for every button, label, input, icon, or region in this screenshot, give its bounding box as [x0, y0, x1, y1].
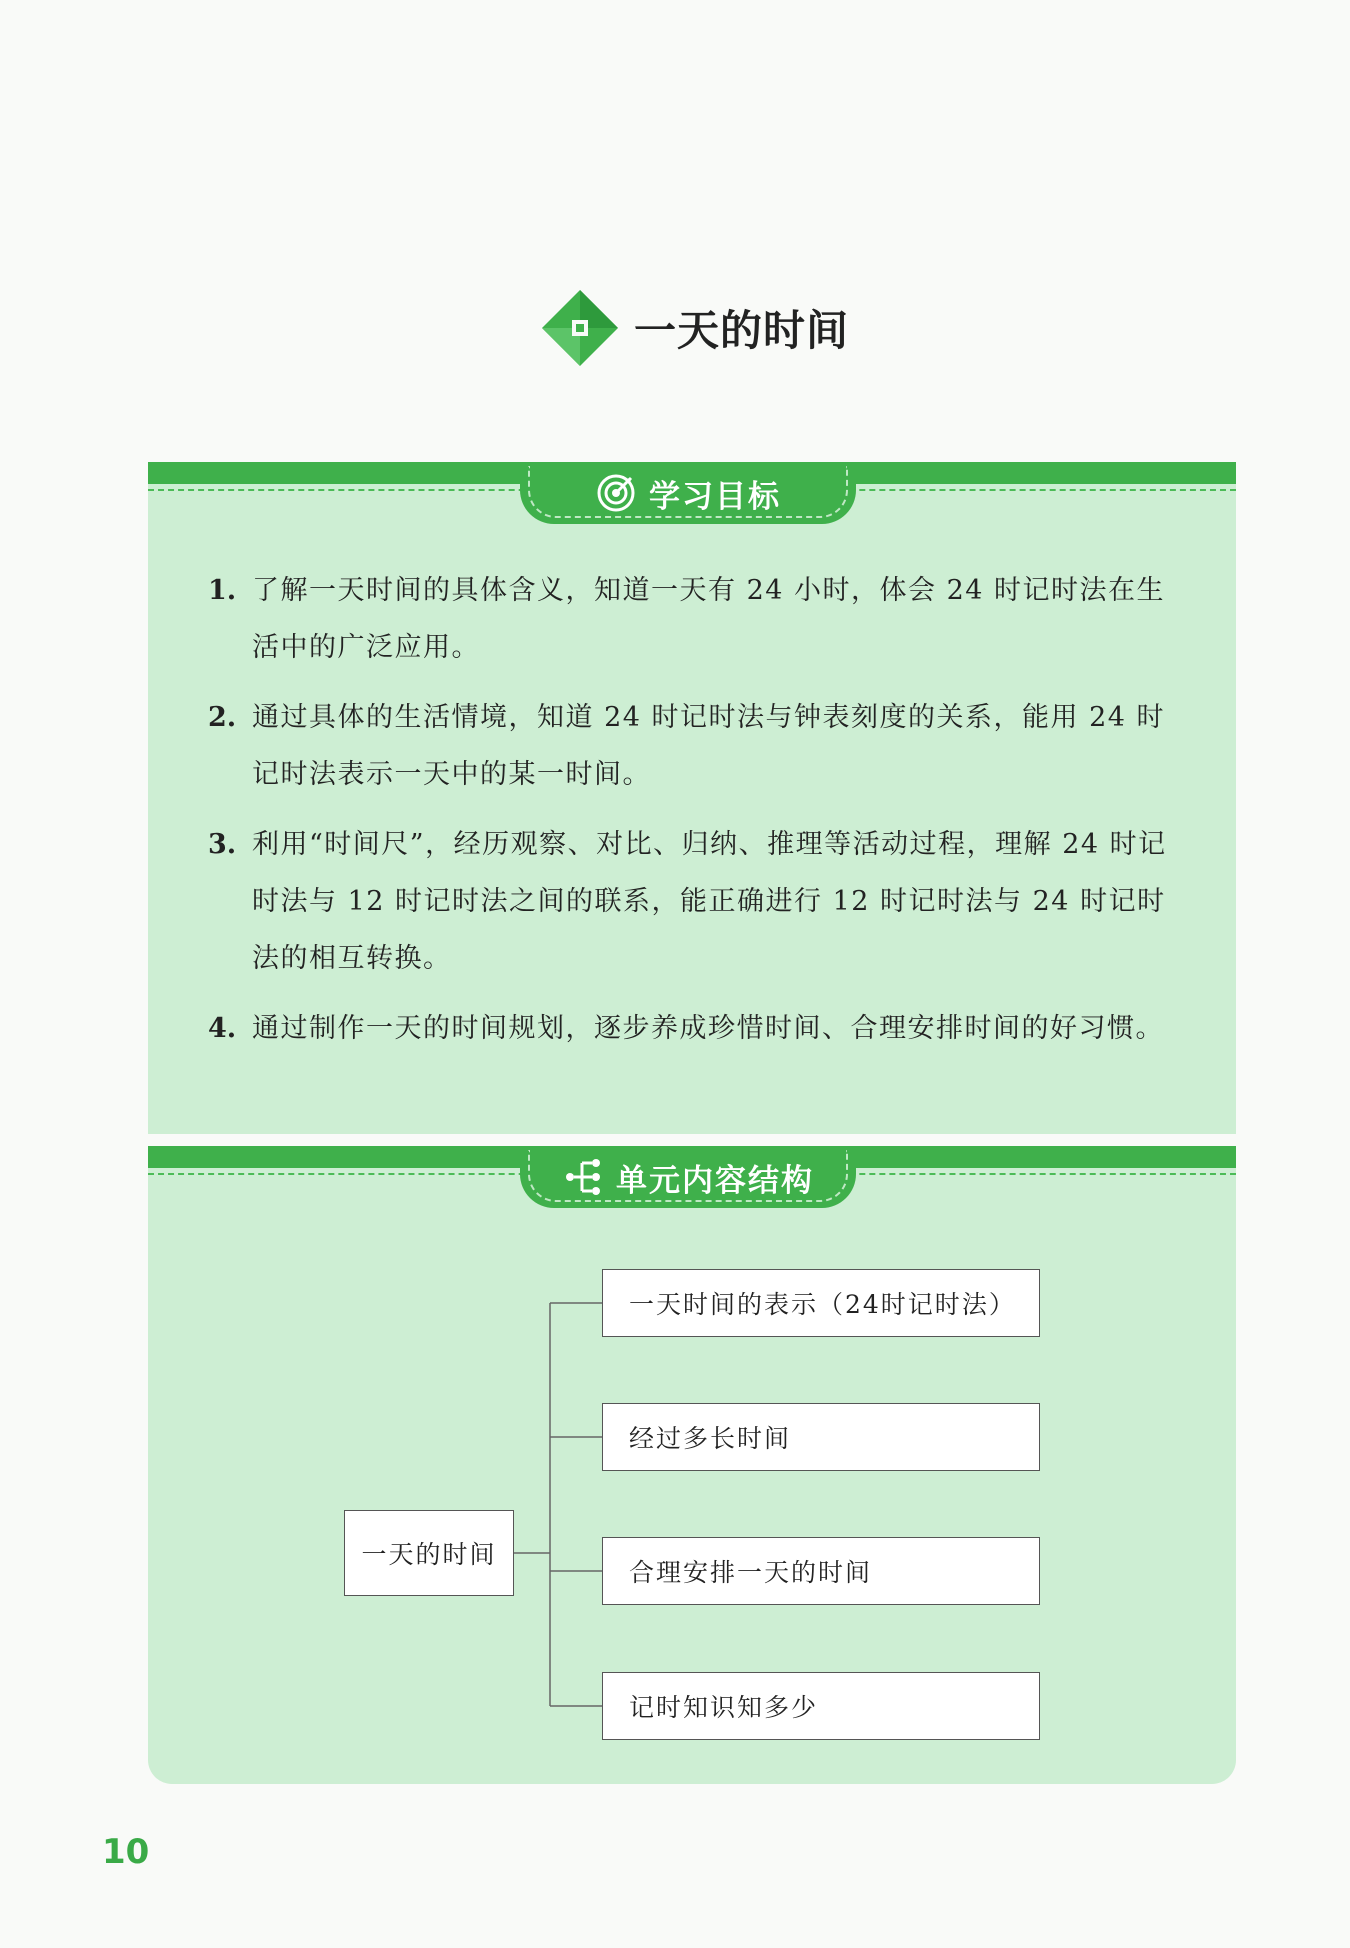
item-text: 通过制作一天的时间规划，逐步养成珍惜时间、合理安排时间的好习惯。 — [252, 1013, 1164, 1044]
list-item — [208, 1000, 1208, 1057]
list-item — [208, 562, 1208, 676]
page-number: 10 — [102, 1832, 150, 1872]
page-title — [540, 288, 849, 368]
structure-branch-node: 经过多长时间 — [602, 1403, 1040, 1471]
page-title-text: 一天的时间 — [634, 306, 850, 355]
structure-root-node: 一天的时间 — [344, 1510, 514, 1596]
section-heading: 学习目标 — [649, 478, 781, 515]
learning-goals-panel — [148, 462, 1236, 1134]
item-number: 2. — [208, 702, 237, 733]
structure-branch-node: 合理安排一天的时间 — [602, 1537, 1040, 1605]
diamond-logo-icon — [540, 288, 620, 368]
item-text: 通过具体的生活情境，知道 24 时记时法与钟表刻度的关系，能用 24 时记时法表示一天中的某一时间。 — [252, 702, 1166, 790]
goals-list — [208, 562, 1208, 1070]
item-text: 了解一天时间的具体含义，知道一天有 24 小时，体会 24 时记时法在生活中的广泛应用。 — [252, 575, 1166, 663]
item-number: 4. — [208, 1013, 237, 1044]
item-number: 3. — [208, 829, 237, 860]
item-text: 利用“时间尺”，经历观察、对比、归纳、推理等活动过程，理解 24 时记时法与 12 时记时法之间的联系，能正确进行 12 时记时法与 24 时记时法的相互转换。 — [252, 829, 1167, 974]
unit-structure-panel — [148, 1146, 1236, 1784]
structure-branch-node: 记时知识知多少 — [602, 1672, 1040, 1740]
item-number: 1. — [208, 575, 237, 606]
structure-branch-node: 一天时间的表示（24时记时法） — [602, 1269, 1040, 1337]
list-item — [208, 816, 1208, 987]
section-heading: 单元内容结构 — [616, 1162, 814, 1199]
list-item — [208, 689, 1208, 803]
target-icon — [595, 472, 637, 514]
section-tab — [520, 462, 856, 524]
